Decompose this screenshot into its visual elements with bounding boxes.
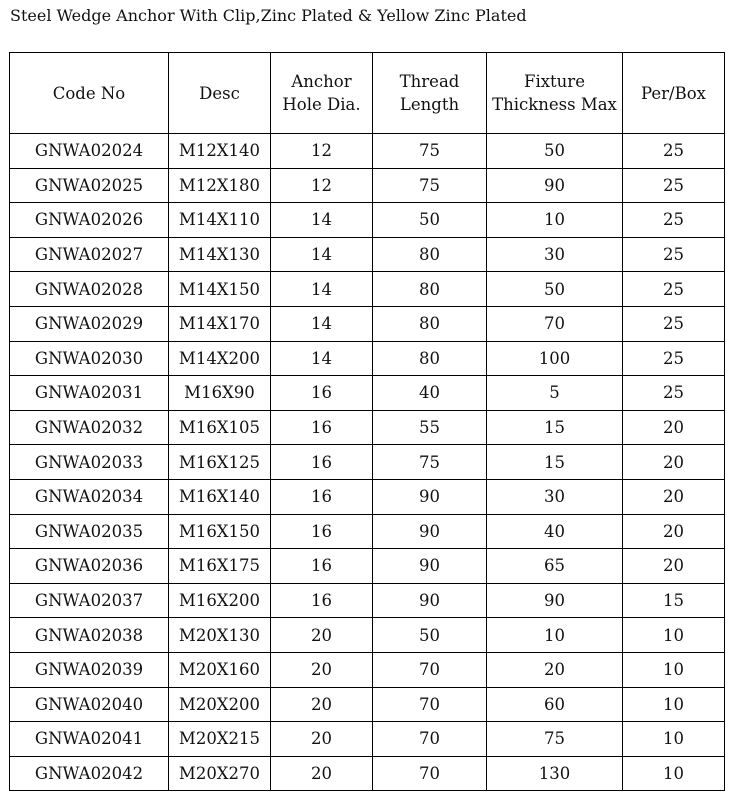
- cell-desc: M16X175: [169, 549, 271, 584]
- cell-thread-length: 50: [373, 618, 487, 653]
- table-row: [10, 306, 725, 341]
- cell-per-box: 25: [623, 237, 725, 272]
- table-row: [10, 376, 725, 411]
- anchor-spec-table: [9, 52, 725, 791]
- header-desc-text: Desc: [199, 83, 240, 103]
- table-row: [10, 514, 725, 549]
- cell-fixture-thickness-max: 50: [487, 272, 623, 307]
- cell-desc: M20X215: [169, 722, 271, 757]
- cell-thread-length: 40: [373, 376, 487, 411]
- cell-desc: M20X160: [169, 652, 271, 687]
- cell-fixture-thickness-max: 20: [487, 652, 623, 687]
- table-row: [10, 583, 725, 618]
- table-row: [10, 549, 725, 584]
- cell-per-box: 25: [623, 134, 725, 169]
- cell-desc: M14X130: [169, 237, 271, 272]
- cell-per-box: 10: [623, 722, 725, 757]
- cell-per-box: 20: [623, 445, 725, 480]
- cell-fixture-thickness-max: 15: [487, 410, 623, 445]
- cell-per-box: 25: [623, 168, 725, 203]
- cell-anchor-hole-dia: 16: [271, 376, 373, 411]
- cell-code-no: GNWA02033: [10, 445, 169, 480]
- cell-code-no: GNWA02025: [10, 168, 169, 203]
- table-row: [10, 618, 725, 653]
- header-anchor-hole-dia: [271, 53, 373, 134]
- cell-code-no: GNWA02026: [10, 203, 169, 238]
- cell-desc: M16X125: [169, 445, 271, 480]
- cell-desc: M16X140: [169, 479, 271, 514]
- cell-desc: M16X200: [169, 583, 271, 618]
- cell-desc: M14X150: [169, 272, 271, 307]
- cell-per-box: 10: [623, 652, 725, 687]
- header-thread-line2: Length: [399, 95, 460, 114]
- cell-anchor-hole-dia: 20: [271, 756, 373, 791]
- cell-desc: M14X170: [169, 306, 271, 341]
- cell-fixture-thickness-max: 60: [487, 687, 623, 722]
- cell-desc: M20X270: [169, 756, 271, 791]
- table-row: [10, 134, 725, 169]
- table-row: [10, 410, 725, 445]
- cell-anchor-hole-dia: 16: [271, 514, 373, 549]
- cell-thread-length: 55: [373, 410, 487, 445]
- cell-code-no: GNWA02037: [10, 583, 169, 618]
- header-per-box: [623, 53, 725, 134]
- cell-desc: M16X150: [169, 514, 271, 549]
- cell-thread-length: 75: [373, 445, 487, 480]
- cell-per-box: 10: [623, 687, 725, 722]
- cell-thread-length: 80: [373, 306, 487, 341]
- cell-per-box: 25: [623, 341, 725, 376]
- cell-fixture-thickness-max: 100: [487, 341, 623, 376]
- cell-thread-length: 70: [373, 722, 487, 757]
- table-row: [10, 237, 725, 272]
- table-row: [10, 341, 725, 376]
- cell-fixture-thickness-max: 90: [487, 168, 623, 203]
- table-row: [10, 722, 725, 757]
- cell-anchor-hole-dia: 20: [271, 618, 373, 653]
- cell-per-box: 20: [623, 549, 725, 584]
- table-row: [10, 652, 725, 687]
- cell-per-box: 15: [623, 583, 725, 618]
- cell-anchor-hole-dia: 14: [271, 272, 373, 307]
- header-row: [10, 53, 725, 134]
- header-thread-line1: Thread: [399, 72, 460, 91]
- cell-code-no: GNWA02031: [10, 376, 169, 411]
- table-row: [10, 445, 725, 480]
- cell-thread-length: 90: [373, 583, 487, 618]
- header-fixture-thickness-max: [487, 53, 623, 134]
- cell-fixture-thickness-max: 5: [487, 376, 623, 411]
- cell-fixture-thickness-max: 10: [487, 203, 623, 238]
- cell-code-no: GNWA02027: [10, 237, 169, 272]
- table-row: [10, 687, 725, 722]
- header-anchor-line2: Hole Dia.: [282, 95, 361, 114]
- cell-desc: M16X105: [169, 410, 271, 445]
- cell-per-box: 25: [623, 306, 725, 341]
- cell-thread-length: 80: [373, 237, 487, 272]
- header-fixture-line1: Fixture: [524, 72, 585, 91]
- cell-thread-length: 70: [373, 652, 487, 687]
- table-row: [10, 203, 725, 238]
- table-row: [10, 168, 725, 203]
- header-per-box-text: Per/Box: [641, 83, 706, 103]
- cell-fixture-thickness-max: 15: [487, 445, 623, 480]
- cell-fixture-thickness-max: 40: [487, 514, 623, 549]
- cell-anchor-hole-dia: 14: [271, 237, 373, 272]
- cell-per-box: 25: [623, 376, 725, 411]
- cell-fixture-thickness-max: 50: [487, 134, 623, 169]
- cell-anchor-hole-dia: 20: [271, 687, 373, 722]
- header-anchor-line1: Anchor: [291, 72, 352, 91]
- cell-thread-length: 70: [373, 756, 487, 791]
- cell-desc: M14X110: [169, 203, 271, 238]
- cell-anchor-hole-dia: 16: [271, 410, 373, 445]
- cell-fixture-thickness-max: 10: [487, 618, 623, 653]
- cell-code-no: GNWA02028: [10, 272, 169, 307]
- document-title: Steel Wedge Anchor With Clip,Zinc Plated & Yellow Zinc Plated: [10, 6, 527, 25]
- cell-desc: M12X140: [169, 134, 271, 169]
- cell-per-box: 20: [623, 410, 725, 445]
- cell-thread-length: 75: [373, 168, 487, 203]
- cell-thread-length: 90: [373, 549, 487, 584]
- cell-code-no: GNWA02039: [10, 652, 169, 687]
- cell-anchor-hole-dia: 16: [271, 583, 373, 618]
- cell-per-box: 25: [623, 272, 725, 307]
- cell-code-no: GNWA02035: [10, 514, 169, 549]
- cell-anchor-hole-dia: 16: [271, 445, 373, 480]
- header-thread-length: [373, 53, 487, 134]
- cell-code-no: GNWA02034: [10, 479, 169, 514]
- cell-thread-length: 75: [373, 134, 487, 169]
- cell-thread-length: 70: [373, 687, 487, 722]
- cell-anchor-hole-dia: 16: [271, 549, 373, 584]
- cell-per-box: 10: [623, 618, 725, 653]
- cell-code-no: GNWA02032: [10, 410, 169, 445]
- cell-code-no: GNWA02042: [10, 756, 169, 791]
- cell-thread-length: 80: [373, 272, 487, 307]
- header-fixture-line2: Thickness Max: [492, 95, 617, 114]
- cell-anchor-hole-dia: 12: [271, 168, 373, 203]
- cell-thread-length: 90: [373, 514, 487, 549]
- cell-fixture-thickness-max: 75: [487, 722, 623, 757]
- cell-code-no: GNWA02040: [10, 687, 169, 722]
- table-row: [10, 756, 725, 791]
- header-desc: [169, 53, 271, 134]
- cell-anchor-hole-dia: 20: [271, 652, 373, 687]
- cell-anchor-hole-dia: 12: [271, 134, 373, 169]
- header-code-no: [10, 53, 169, 134]
- cell-anchor-hole-dia: 14: [271, 306, 373, 341]
- cell-desc: M20X200: [169, 687, 271, 722]
- cell-anchor-hole-dia: 14: [271, 203, 373, 238]
- cell-fixture-thickness-max: 30: [487, 479, 623, 514]
- cell-fixture-thickness-max: 70: [487, 306, 623, 341]
- cell-anchor-hole-dia: 20: [271, 722, 373, 757]
- cell-per-box: 25: [623, 203, 725, 238]
- cell-desc: M20X130: [169, 618, 271, 653]
- cell-per-box: 20: [623, 479, 725, 514]
- cell-code-no: GNWA02024: [10, 134, 169, 169]
- header-code-no-text: Code No: [52, 83, 126, 103]
- cell-fixture-thickness-max: 90: [487, 583, 623, 618]
- cell-code-no: GNWA02030: [10, 341, 169, 376]
- cell-desc: M16X90: [169, 376, 271, 411]
- table-row: [10, 479, 725, 514]
- cell-fixture-thickness-max: 130: [487, 756, 623, 791]
- cell-thread-length: 50: [373, 203, 487, 238]
- cell-thread-length: 80: [373, 341, 487, 376]
- cell-code-no: GNWA02041: [10, 722, 169, 757]
- cell-anchor-hole-dia: 16: [271, 479, 373, 514]
- cell-fixture-thickness-max: 65: [487, 549, 623, 584]
- cell-thread-length: 90: [373, 479, 487, 514]
- table-row: [10, 272, 725, 307]
- cell-anchor-hole-dia: 14: [271, 341, 373, 376]
- cell-per-box: 20: [623, 514, 725, 549]
- cell-desc: M12X180: [169, 168, 271, 203]
- cell-code-no: GNWA02036: [10, 549, 169, 584]
- cell-code-no: GNWA02029: [10, 306, 169, 341]
- cell-code-no: GNWA02038: [10, 618, 169, 653]
- cell-desc: M14X200: [169, 341, 271, 376]
- cell-per-box: 10: [623, 756, 725, 791]
- cell-fixture-thickness-max: 30: [487, 237, 623, 272]
